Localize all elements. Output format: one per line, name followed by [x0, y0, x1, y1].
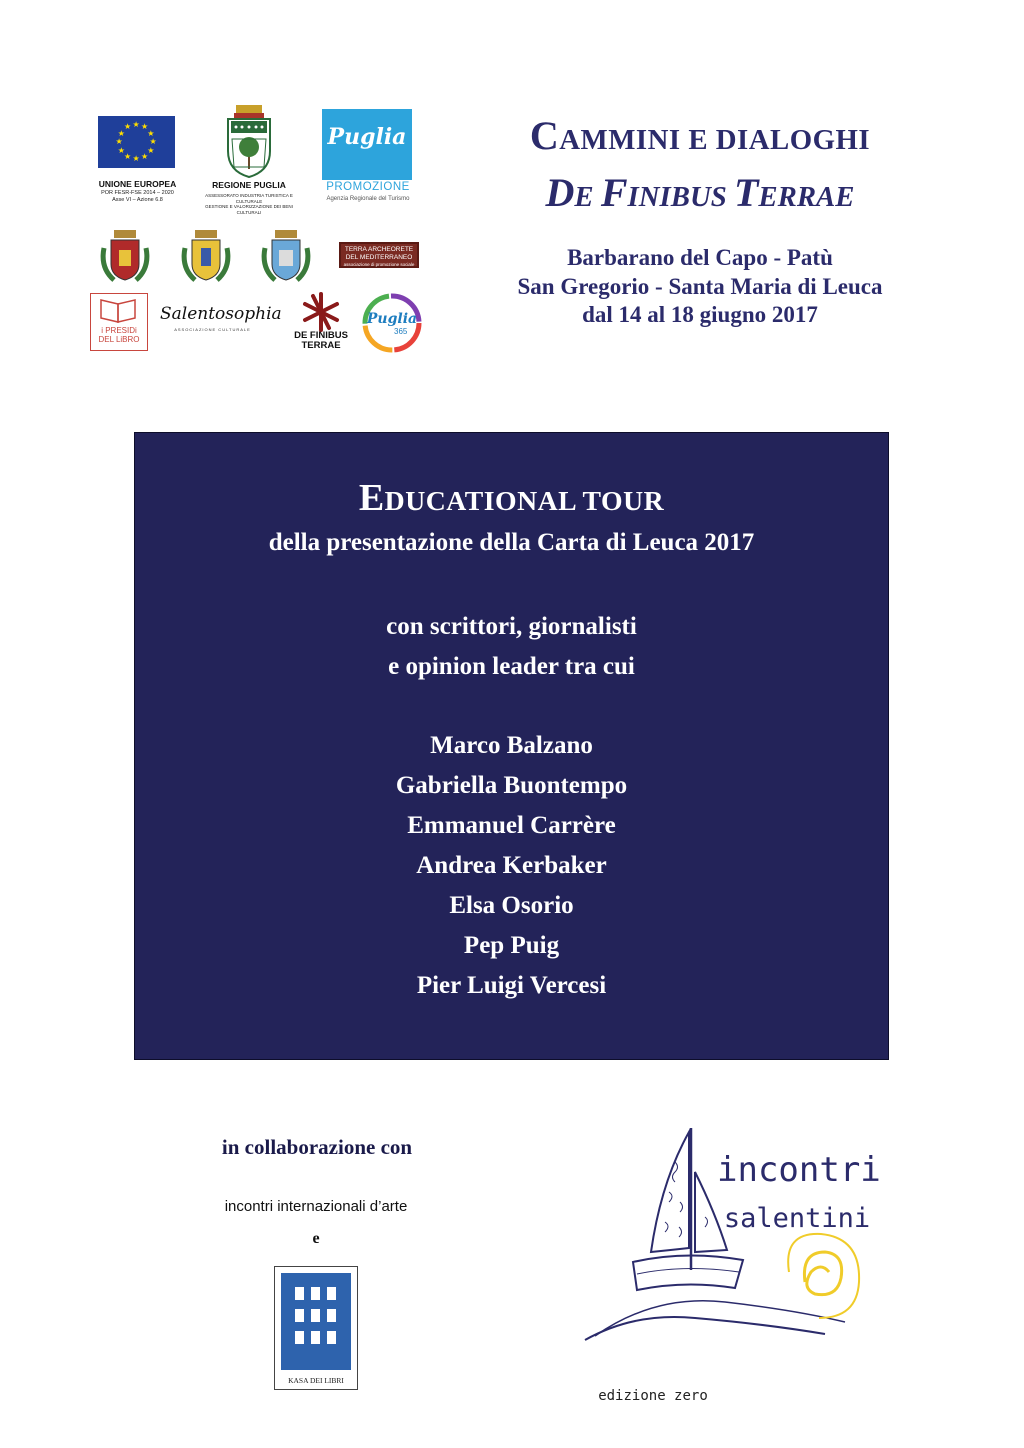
eu-star-icon: ★: [147, 145, 155, 155]
regione-puglia-title: REGIONE PUGLIA: [212, 180, 286, 190]
eu-star-icon: ★: [147, 128, 155, 138]
eu-star-icon: ★: [124, 122, 132, 132]
presidi-del-libro-text: i PRESIDi DEL LiBRO: [98, 326, 140, 344]
puglia-promozione-subtitle: Agenzia Regionale del Turismo: [326, 196, 410, 202]
incontri-salentini-word2: salentini: [723, 1203, 871, 1234]
incontri-salentini-word1: incontri: [717, 1150, 881, 1190]
speaker-name: Pier Luigi Vercesi: [416, 972, 607, 999]
publisher-name: edizione zero: [598, 1388, 708, 1404]
event-title: CAMMINI E DIALOGHI: [529, 113, 871, 158]
terra-archeorete-logo: TERRA ARCHEORETE DEL MEDITERRANEO associazione di promozione sociale: [339, 242, 419, 268]
partner-name: incontri internazionali d’arte: [224, 1198, 408, 1215]
panel-intro: con scrittori, giornalisti e opinion leader tra cui: [386, 613, 637, 680]
eu-star-icon: ★: [149, 137, 157, 146]
places-line: Barbarano del Capo - Patù: [567, 245, 833, 270]
de-finibus-terrae-star-icon: [299, 290, 343, 334]
book-icon: [91, 294, 146, 324]
de-finibus-terrae-text: DE FINIBUS TERRAE: [294, 330, 348, 351]
panel-subheading: della presentazione della Carta di Leuca 2017: [268, 529, 755, 556]
puglia-365-word: Puglia: [366, 311, 418, 327]
collaboration-label: in collaborazione con: [221, 1135, 413, 1159]
places-line: San Gregorio - Santa Maria di Leuca: [517, 273, 883, 299]
eu-star-icon: ★: [132, 120, 140, 129]
panel-heading: EDUCATIONAL TOUR: [358, 477, 665, 519]
event-subtitle: DE FINIBUS TERRAE: [545, 170, 855, 215]
municipal-crest-icon: [181, 228, 231, 284]
eu-flag-logo: [98, 116, 175, 168]
speaker-list: [134, 726, 889, 1006]
regione-puglia-crest-icon: [222, 105, 276, 179]
eu-star-icon: ★: [115, 137, 123, 146]
event-places-dates: [440, 244, 960, 330]
salentosophia-subtitle: ASSOCIAZIONE CULTURALE: [174, 327, 251, 332]
eu-star-icon: ★: [141, 151, 149, 161]
eu-star-icon: ★: [141, 122, 149, 132]
speaker-name: Emmanuel Carrère: [407, 812, 616, 839]
municipal-crest-icon: [261, 228, 311, 284]
eu-star-icon: ★: [117, 128, 125, 138]
speaker-name: Pep Puig: [463, 932, 560, 959]
eu-star-icon: ★: [124, 151, 132, 161]
puglia-365-number: 365: [394, 327, 408, 336]
puglia-promozione-name: PROMOZIONE: [326, 181, 410, 193]
regione-puglia-subtitle: ASSESSORATO INDUSTRIA TURISTICA E CULTURALE GESTIONE E VALORIZZAZIONE DEI BENI CULTURALI: [205, 193, 293, 215]
speaker-name: Marco Balzano: [430, 732, 593, 759]
eu-logo-title: UNIONE EUROPEA: [98, 179, 177, 189]
eu-star-icon: ★: [117, 145, 125, 155]
puglia-promozione-word: Puglia: [327, 124, 407, 150]
kasa-dei-libri-building-icon: [281, 1273, 351, 1370]
salentosophia-logo: Salentosophia: [160, 304, 282, 324]
kasa-dei-libri-text: KASA DEI LIBRI: [288, 1376, 344, 1385]
eu-logo-subtitle: POR FESR-FSE 2014 – 2020 Asse VI – Azione 6.8: [101, 190, 174, 203]
conjunction: e: [312, 1230, 320, 1247]
municipal-crest-icon: [100, 228, 150, 284]
speaker-name: Elsa Osorio: [449, 892, 574, 919]
speaker-name: Andrea Kerbaker: [416, 852, 607, 879]
eu-star-icon: ★: [132, 154, 140, 163]
dates-line: dal 14 al 18 giugno 2017: [582, 302, 818, 327]
speaker-name: Gabriella Buontempo: [395, 772, 628, 799]
